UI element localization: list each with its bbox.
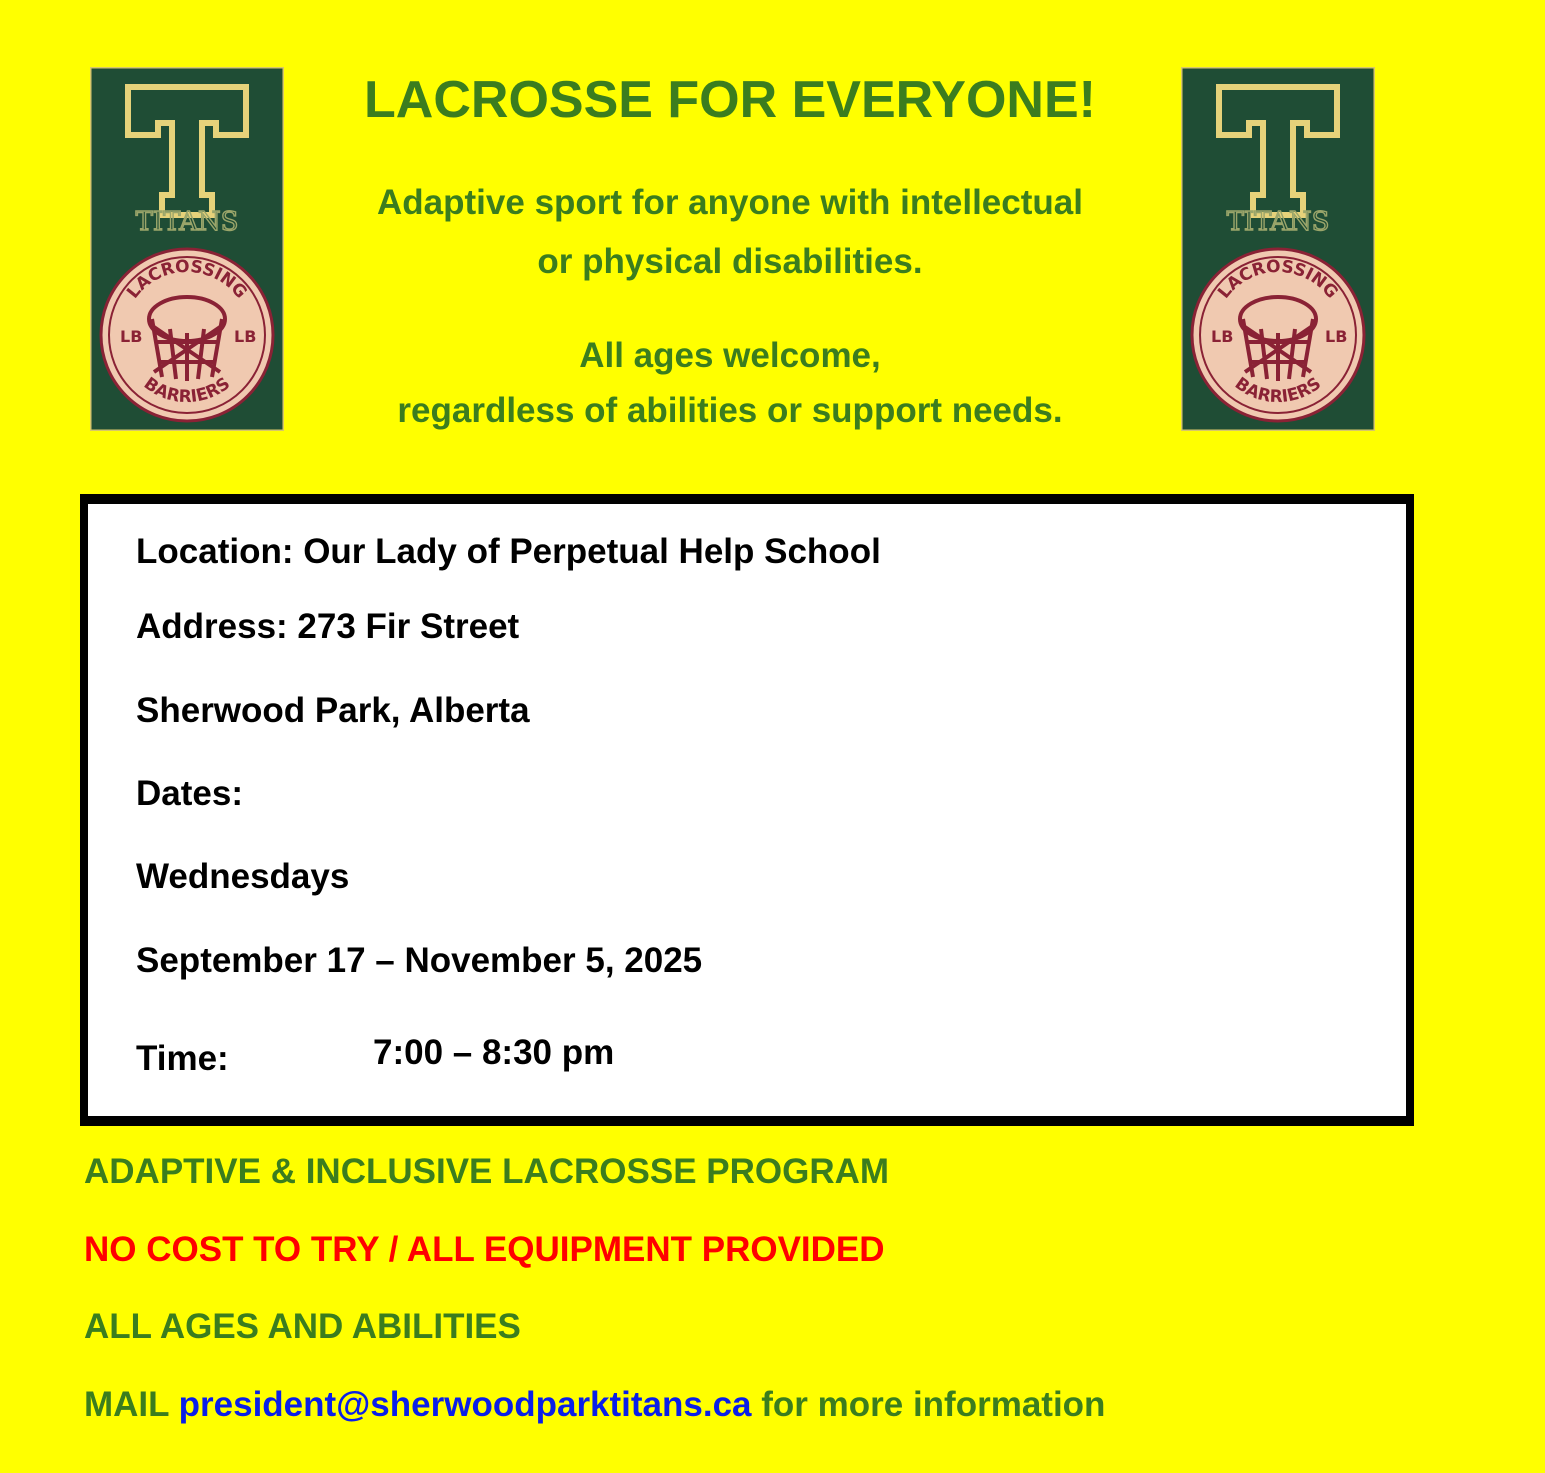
subtitle-line-2: or physical disabilities.: [537, 242, 923, 281]
time-label: Time:: [136, 1039, 229, 1078]
mail-suffix: for more information: [761, 1385, 1106, 1424]
badge-bottom-text: BARRIERS: [1231, 373, 1325, 408]
location-text: Location: Our Lady of Perpetual Help School: [136, 532, 881, 571]
dates-label: Dates:: [136, 774, 243, 813]
page-title: LACROSSE FOR EVERYONE!: [364, 71, 1096, 129]
svg-text:LB: LB: [234, 327, 257, 346]
ages-text: ALL AGES AND ABILITIES: [84, 1307, 521, 1346]
team-name: TITANS: [135, 207, 239, 237]
city-text: Sherwood Park, Alberta: [136, 691, 530, 730]
subtitle: [300, 173, 1160, 291]
badge-bottom-text: BARRIERS: [140, 373, 234, 408]
email-link[interactable]: president@sherwoodparktitans.ca: [178, 1385, 752, 1424]
welcome-line-2: regardless of abilities or support needs.: [397, 391, 1063, 430]
date-range-text: September 17 – November 5, 2025: [136, 941, 703, 980]
team-name: TITANS: [1226, 207, 1330, 237]
svg-text:LB: LB: [1325, 327, 1348, 346]
badge-top-text: LACROSSING: [123, 256, 251, 303]
svg-text:LB: LB: [1211, 327, 1234, 346]
day-text: Wednesdays: [136, 857, 350, 896]
event-details-box: [80, 494, 1414, 1126]
titans-logo-right: [1181, 67, 1375, 431]
titans-lacrossing-barriers-logo: [90, 67, 284, 431]
titans-logo-left: [90, 67, 284, 431]
time-value: 7:00 – 8:30 pm: [373, 1033, 615, 1072]
contact-line: [84, 1385, 1105, 1425]
flyer-header: [300, 70, 1160, 438]
subtitle-line-1: Adaptive sport for anyone with intellectual: [377, 183, 1083, 222]
address-text: Address: 273 Fir Street: [136, 607, 520, 646]
badge-top-text: LACROSSING: [1214, 256, 1342, 303]
svg-text:LB: LB: [120, 327, 143, 346]
cost-text: NO COST TO TRY / ALL EQUIPMENT PROVIDED: [84, 1230, 885, 1269]
welcome-text: [300, 328, 1160, 438]
titans-lacrossing-barriers-logo: [1181, 67, 1375, 431]
program-text: ADAPTIVE & INCLUSIVE LACROSSE PROGRAM: [84, 1152, 890, 1191]
mail-prefix: MAIL: [84, 1385, 169, 1424]
welcome-line-1: All ages welcome,: [579, 336, 881, 375]
